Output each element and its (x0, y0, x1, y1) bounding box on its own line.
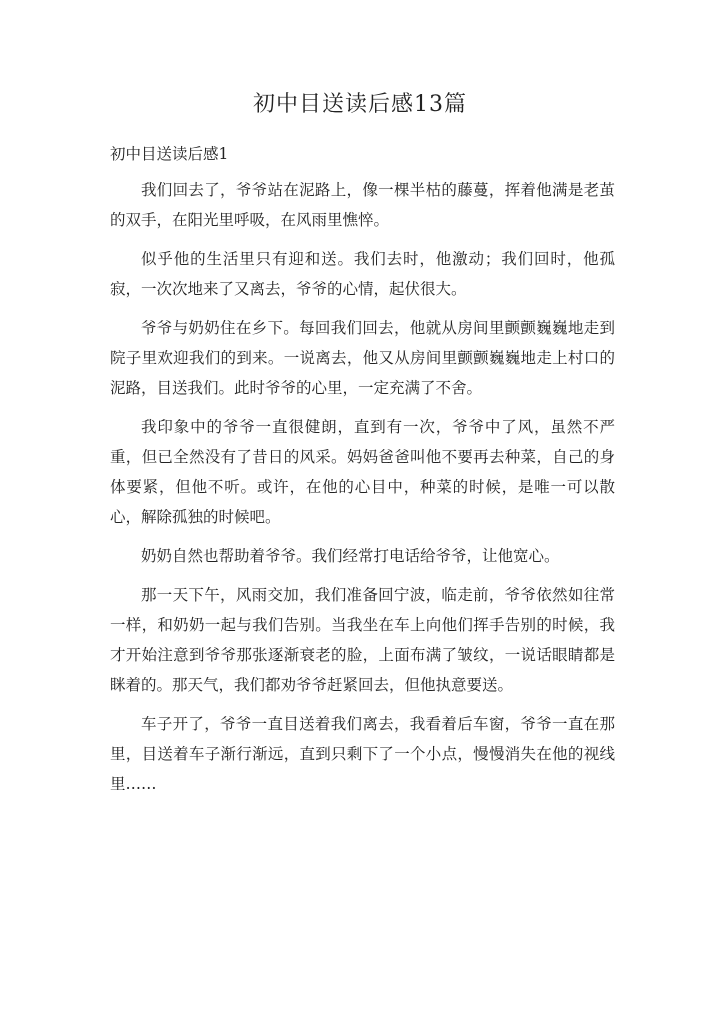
paragraph: 那一天下午，风雨交加，我们准备回宁波，临走前，爷爷依然如往常一样，和奶奶一起与我们告别。当我坐在车上向他们挥手告别的时候，我才开始注意到爷爷那张逐渐衰老的脸，上面布满了皱纹，一说话眼睛都是眯着的。那天气，我们都劝爷爷赶紧回去，但他执意要送。 (110, 586, 615, 694)
section-title: 初中目送读后感1 (110, 145, 229, 163)
paragraph: 我们回去了，爷爷站在泥路上，像一棵半枯的藤蔓，挥着他满是老茧的双手，在阳光里呼吸，在风雨里憔悴。 (110, 181, 615, 229)
body-text (110, 175, 615, 808)
paragraph: 奶奶自然也帮助着爷爷。我们经常打电话给爷爷，让他宽心。 (141, 547, 560, 565)
paragraph: 似乎他的生活里只有迎和送。我们去时，他激动；我们回时，他孤寂，一次次地来了又离去，爷爷的心情，起伏很大。 (110, 250, 615, 298)
paragraph: 我印象中的爷爷一直很健朗，直到有一次，爷爷中了风，虽然不严重，但已全然没有了昔日的风采。妈妈爸爸叫他不要再去种菜，自己的身体要紧，但他不听。或许，在他的心目中，种菜的时候，是唯一可以散心，解除孤独的时候吧。 (110, 418, 615, 526)
paragraph: 车子开了，爷爷一直目送着我们离去，我看着后车窗，爷爷一直在那里，目送着车子渐行渐远，直到只剩下了一个小点，慢慢消失在他的视线里…… (110, 715, 615, 793)
document-title: 初中目送读后感13篇 (253, 92, 467, 117)
paragraph: 爷爷与奶奶住在乡下。每回我们回去，他就从房间里颤颤巍巍地走到院子里欢迎我们的到来。一说离去，他又从房间里颤颤巍巍地走上村口的泥路，目送我们。此时爷爷的心里，一定充满了不舍。 (110, 319, 615, 397)
